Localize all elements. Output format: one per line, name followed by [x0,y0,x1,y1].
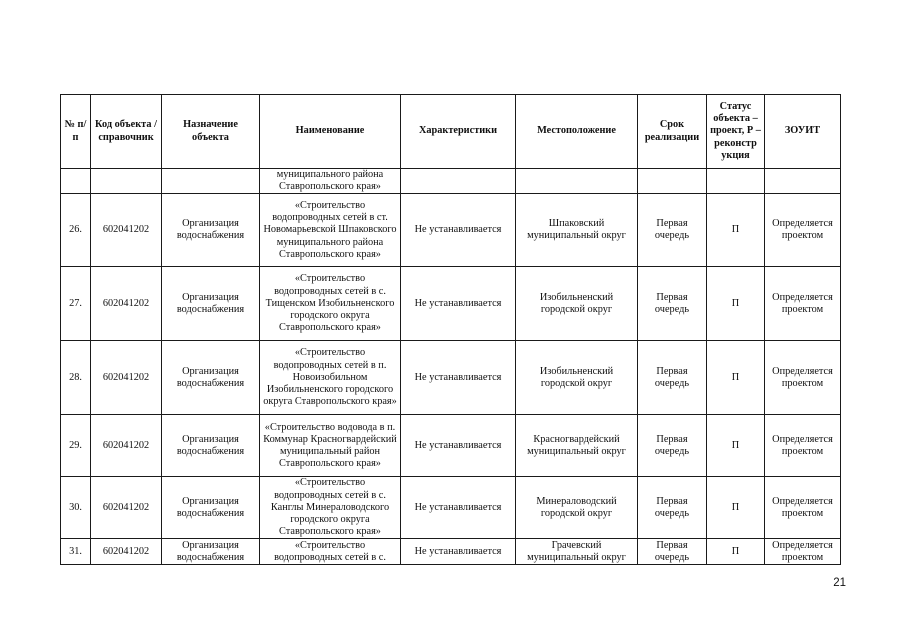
table-row [61,194,841,267]
row-location: Изобильненский городской округ [516,341,638,415]
row-num: 27. [61,267,91,341]
row-zouit: Определяется проектом [765,477,841,539]
cont-zouit-cell [765,169,841,194]
row-term: Первая очередь [638,477,707,539]
header-status: Статус объекта – проект, Р – реконстр укция [707,95,765,169]
cont-characteristics-cell [401,169,516,194]
header-name: Наименование [260,95,401,169]
row-term: Первая очередь [638,539,707,565]
row-characteristics: Не устанавливается [401,539,516,565]
row-purpose: Организация водоснабжения [162,267,260,341]
header-zouit: ЗОУИТ [765,95,841,169]
row-name: «Строительство водопроводных сетей в с. Канглы Минераловодского городского округа Ставропольского края» [260,477,401,539]
row-name: «Строительство водопроводных сетей в с. [260,539,401,565]
row-status: П [707,341,765,415]
cont-term-cell [638,169,707,194]
row-characteristics: Не устанавливается [401,341,516,415]
cont-purpose-cell [162,169,260,194]
row-num: 26. [61,194,91,267]
row-zouit: Определяется проектом [765,539,841,565]
row-location: Красногвардейский муниципальный округ [516,415,638,477]
table-row [61,267,841,341]
header-purpose: Назначение объекта [162,95,260,169]
continuation-row [61,169,841,194]
row-code: 602041202 [91,415,162,477]
row-status: П [707,194,765,267]
row-code: 602041202 [91,194,162,267]
row-status: П [707,477,765,539]
row-term: Первая очередь [638,267,707,341]
row-characteristics: Не устанавливается [401,194,516,267]
cont-status-cell [707,169,765,194]
row-code: 602041202 [91,267,162,341]
row-purpose: Организация водоснабжения [162,341,260,415]
row-num: 28. [61,341,91,415]
row-zouit: Определяется проектом [765,341,841,415]
row-term: Первая очередь [638,415,707,477]
cont-name-cell: муниципального района Ставропольского края» [260,169,401,194]
row-status: П [707,415,765,477]
row-name: «Строительство водовода в п. Коммунар Красногвардейский муниципальный район Ставропольского края» [260,415,401,477]
row-location: Изобильненский городской округ [516,267,638,341]
row-characteristics: Не устанавливается [401,477,516,539]
row-name: «Строительство водопроводных сетей в ст. Новомарьевской Шпаковского муниципального района Ставропольского края» [260,194,401,267]
row-num: 30. [61,477,91,539]
header-num: № п/п [61,95,91,169]
row-name: «Строительство водопроводных сетей в п. Новоизобильном Изобильненского городского округа Ставропольского края» [260,341,401,415]
row-purpose: Организация водоснабжения [162,415,260,477]
table-row [61,415,841,477]
row-location: Грачевский муниципальный округ [516,539,638,565]
row-characteristics: Не устанавливается [401,267,516,341]
header-row [61,95,841,169]
header-term: Срок реализации [638,95,707,169]
row-zouit: Определяется проектом [765,267,841,341]
registry-table [60,94,841,565]
cont-code-cell [91,169,162,194]
row-status: П [707,267,765,341]
row-purpose: Организация водоснабжения [162,194,260,267]
row-term: Первая очередь [638,341,707,415]
row-num: 29. [61,415,91,477]
row-location: Минераловодский городской округ [516,477,638,539]
row-num: 31. [61,539,91,565]
row-code: 602041202 [91,477,162,539]
row-name: «Строительство водопроводных сетей в с. Тищенском Изобильненского городского округа Ставропольского края» [260,267,401,341]
page-number: 21 [833,577,846,589]
row-zouit: Определяется проектом [765,415,841,477]
row-characteristics: Не устанавливается [401,415,516,477]
header-characteristics: Характеристики [401,95,516,169]
row-purpose: Организация водоснабжения [162,477,260,539]
cont-location-cell [516,169,638,194]
table-row [61,341,841,415]
row-term: Первая очередь [638,194,707,267]
row-zouit: Определяется проектом [765,194,841,267]
row-code: 602041202 [91,539,162,565]
header-code: Код объекта / справочник [91,95,162,169]
table-row [61,539,841,565]
cont-num-cell [61,169,91,194]
row-purpose: Организация водоснабжения [162,539,260,565]
row-status: П [707,539,765,565]
table-row [61,477,841,539]
row-location: Шпаковский муниципальный округ [516,194,638,267]
row-code: 602041202 [91,341,162,415]
header-location: Местоположение [516,95,638,169]
